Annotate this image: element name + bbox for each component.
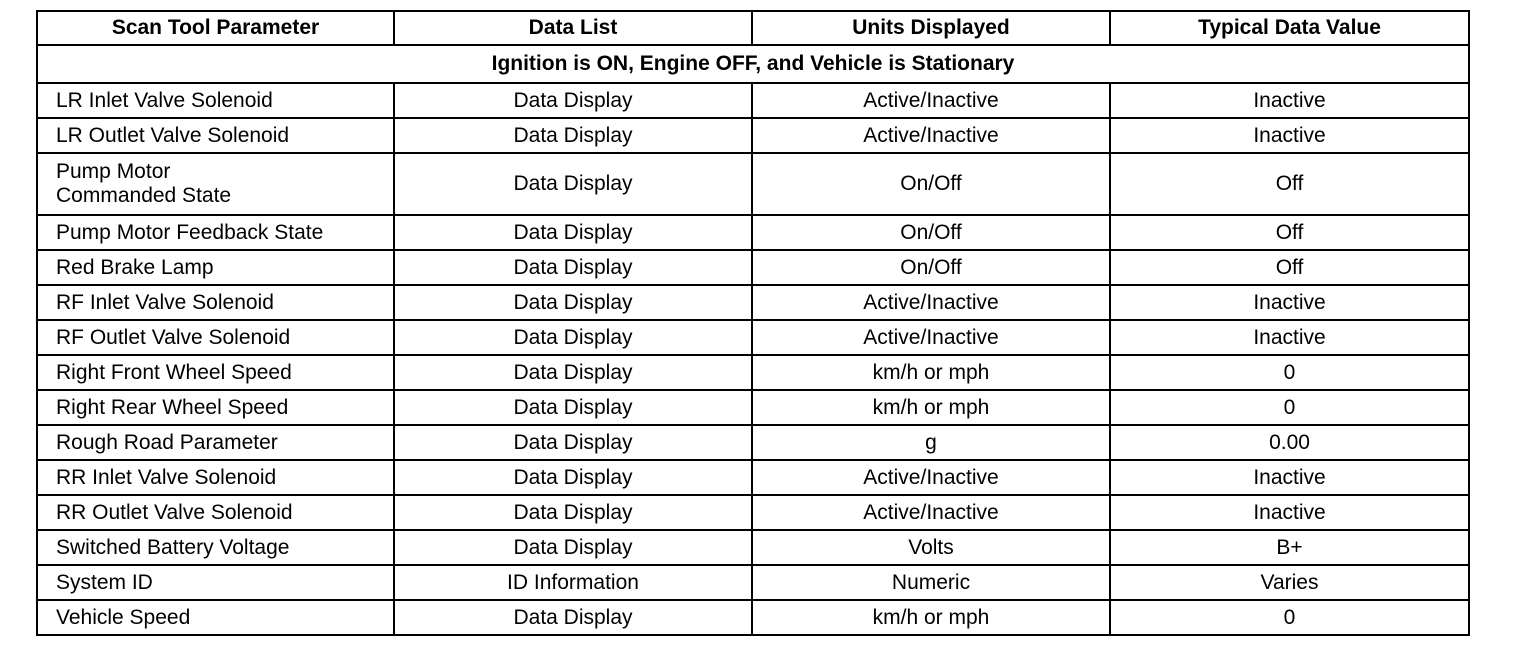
data-list-cell: Data Display xyxy=(394,215,752,250)
data-list-cell: Data Display xyxy=(394,250,752,285)
data-list-cell: Data Display xyxy=(394,118,752,153)
data-list-cell: Data Display xyxy=(394,425,752,460)
parameter-cell: LR Outlet Valve Solenoid xyxy=(37,118,394,153)
table-row xyxy=(37,285,1469,320)
data-list-cell: Data Display xyxy=(394,83,752,118)
typical-value-cell: Off xyxy=(1110,153,1469,215)
parameter-cell: System ID xyxy=(37,565,394,600)
table-row xyxy=(37,565,1469,600)
units-cell: Active/Inactive xyxy=(752,118,1110,153)
table-row xyxy=(37,600,1469,635)
typical-value-cell: Inactive xyxy=(1110,320,1469,355)
header-units-displayed: Units Displayed xyxy=(752,11,1110,45)
table-row xyxy=(37,215,1469,250)
units-cell: On/Off xyxy=(752,250,1110,285)
parameter-cell: RF Inlet Valve Solenoid xyxy=(37,285,394,320)
typical-value-cell: Off xyxy=(1110,215,1469,250)
parameter-cell: Switched Battery Voltage xyxy=(37,530,394,565)
data-list-cell: Data Display xyxy=(394,495,752,530)
condition-label: Ignition is ON, Engine OFF, and Vehicle is Stationary xyxy=(37,45,1469,83)
table-row xyxy=(37,425,1469,460)
parameter-cell: Pump Motor Commanded State xyxy=(37,153,394,215)
typical-value-cell: B+ xyxy=(1110,530,1469,565)
parameter-cell: LR Inlet Valve Solenoid xyxy=(37,83,394,118)
header-data-list: Data List xyxy=(394,11,752,45)
table-row xyxy=(37,153,1469,215)
units-cell: Active/Inactive xyxy=(752,83,1110,118)
data-list-cell: ID Information xyxy=(394,565,752,600)
units-cell: km/h or mph xyxy=(752,355,1110,390)
data-list-cell: Data Display xyxy=(394,390,752,425)
units-cell: Active/Inactive xyxy=(752,460,1110,495)
typical-value-cell: 0 xyxy=(1110,355,1469,390)
typical-value-cell: Inactive xyxy=(1110,460,1469,495)
typical-value-cell: 0 xyxy=(1110,390,1469,425)
units-cell: Active/Inactive xyxy=(752,320,1110,355)
table-row xyxy=(37,495,1469,530)
typical-value-cell: Varies xyxy=(1110,565,1469,600)
data-list-cell: Data Display xyxy=(394,153,752,215)
table-row xyxy=(37,390,1469,425)
parameter-cell: Right Rear Wheel Speed xyxy=(37,390,394,425)
data-list-cell: Data Display xyxy=(394,285,752,320)
data-list-cell: Data Display xyxy=(394,355,752,390)
typical-value-cell: Inactive xyxy=(1110,83,1469,118)
parameter-cell: RR Outlet Valve Solenoid xyxy=(37,495,394,530)
data-list-cell: Data Display xyxy=(394,530,752,565)
units-cell: On/Off xyxy=(752,215,1110,250)
header-row xyxy=(37,11,1469,45)
units-cell: On/Off xyxy=(752,153,1110,215)
units-cell: Active/Inactive xyxy=(752,285,1110,320)
typical-value-cell: 0.00 xyxy=(1110,425,1469,460)
units-cell: km/h or mph xyxy=(752,390,1110,425)
table-row xyxy=(37,355,1469,390)
typical-value-cell: 0 xyxy=(1110,600,1469,635)
table-row xyxy=(37,83,1469,118)
table-row xyxy=(37,118,1469,153)
parameter-cell: RF Outlet Valve Solenoid xyxy=(37,320,394,355)
parameter-cell: Rough Road Parameter xyxy=(37,425,394,460)
units-cell: Numeric xyxy=(752,565,1110,600)
data-list-cell: Data Display xyxy=(394,460,752,495)
table-row xyxy=(37,460,1469,495)
parameter-cell: Right Front Wheel Speed xyxy=(37,355,394,390)
units-cell: km/h or mph xyxy=(752,600,1110,635)
condition-row xyxy=(37,45,1469,83)
units-cell: g xyxy=(752,425,1110,460)
header-scan-tool-parameter: Scan Tool Parameter xyxy=(37,11,394,45)
units-cell: Active/Inactive xyxy=(752,495,1110,530)
typical-value-cell: Inactive xyxy=(1110,495,1469,530)
parameter-cell: Vehicle Speed xyxy=(37,600,394,635)
parameter-cell: RR Inlet Valve Solenoid xyxy=(37,460,394,495)
header-typical-data-value: Typical Data Value xyxy=(1110,11,1469,45)
data-list-cell: Data Display xyxy=(394,320,752,355)
typical-value-cell: Inactive xyxy=(1110,118,1469,153)
table-row xyxy=(37,530,1469,565)
parameter-cell: Red Brake Lamp xyxy=(37,250,394,285)
scan-tool-data-table xyxy=(36,10,1470,636)
table-row xyxy=(37,320,1469,355)
table-row xyxy=(37,250,1469,285)
parameter-cell: Pump Motor Feedback State xyxy=(37,215,394,250)
typical-value-cell: Off xyxy=(1110,250,1469,285)
typical-value-cell: Inactive xyxy=(1110,285,1469,320)
data-list-cell: Data Display xyxy=(394,600,752,635)
units-cell: Volts xyxy=(752,530,1110,565)
